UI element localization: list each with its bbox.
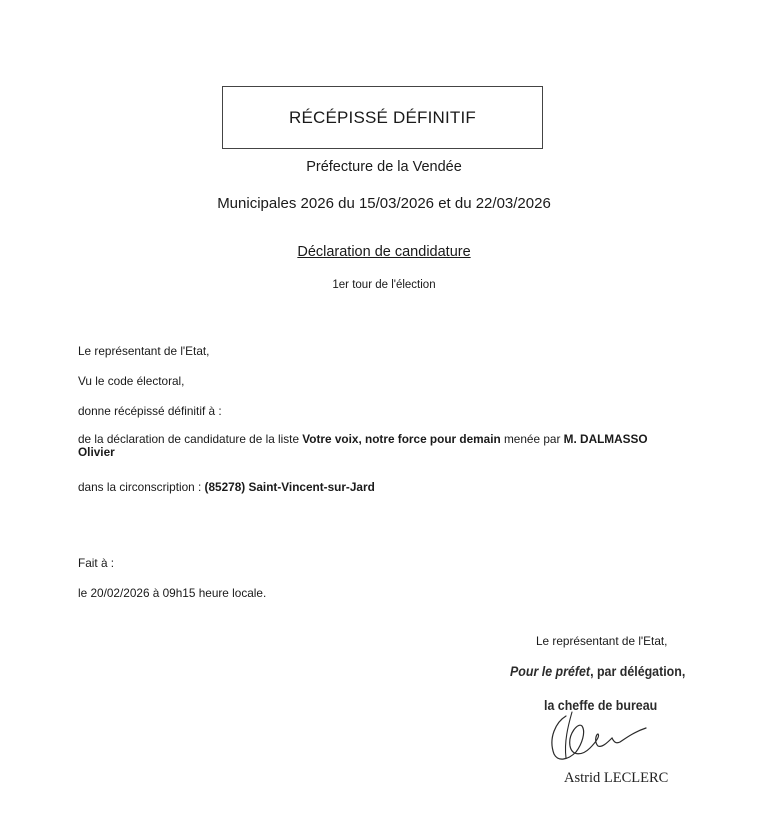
para-prefix: de la déclaration de candidature de la liste [78,432,303,446]
constituency-line [78,480,375,494]
stamp-office-head: la cheffe de bureau [544,698,658,713]
list-name: Votre voix, notre force pour demain [302,432,501,446]
code-line: Vu le code électoral, [78,374,185,388]
handwritten-signature [538,702,658,766]
declaration-heading: Déclaration de candidature [297,244,471,260]
election-title: Municipales 2026 du 15/03/2026 et du 22/03/2026 [217,195,551,212]
representative-line: Le représentant de l'Etat, [78,344,210,358]
prefecture-name: Préfecture de la Vendée [306,159,462,175]
document-title: RÉCÉPISSÉ DÉFINITIF [288,107,477,127]
para-mid: menée par [500,432,564,446]
receipt-line: donne récépissé définitif à : [78,404,222,418]
constituency-prefix: dans la circonscription : [78,480,205,494]
stamp-delegation-line [510,664,685,679]
signatory-name: Astrid LECLERC [564,770,669,786]
signatory-representative: Le représentant de l'Etat, [536,634,668,648]
stamp-prefect: Pour le préfet [510,664,591,679]
stamp-delegation: , par délégation, [590,664,686,679]
declaration-paragraph [78,433,678,459]
constituency-value: (85278) Saint-Vincent-sur-Jard [204,480,375,494]
place-line: Fait à : [78,556,115,570]
date-line: le 20/02/2026 à 09h15 heure locale. [78,586,267,600]
title-box [222,86,543,149]
election-round: 1er tour de l'élection [332,279,436,291]
candidate-name: M. DALMASSO Olivier [78,432,648,459]
